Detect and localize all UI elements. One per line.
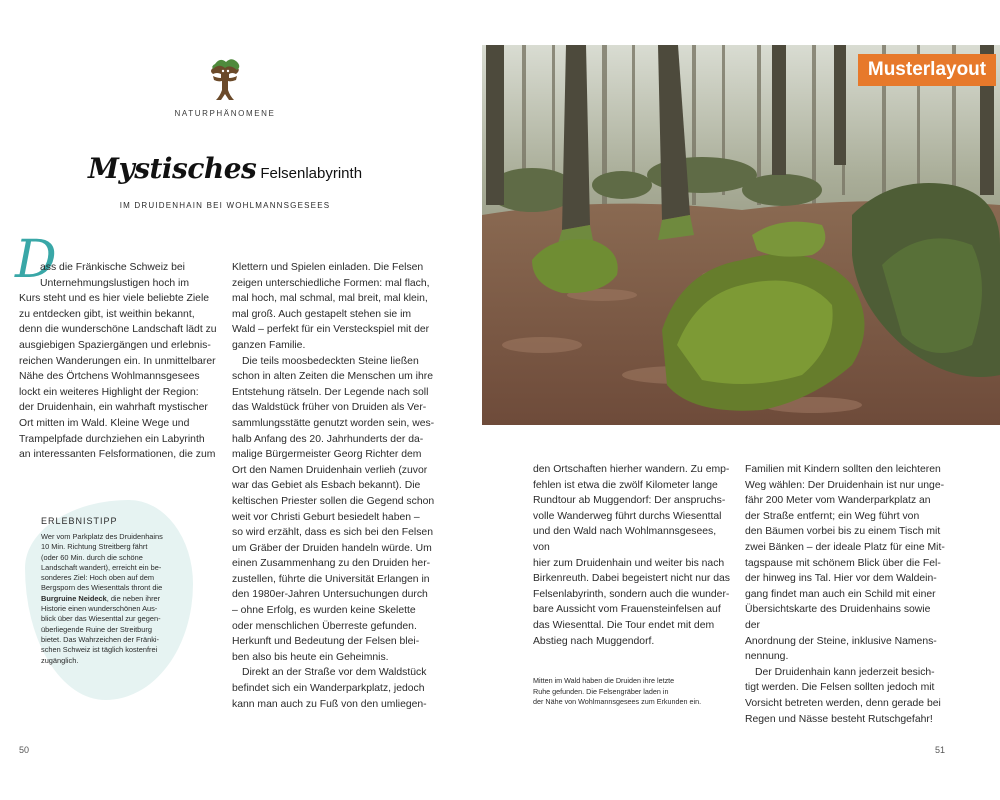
tip-line: Historie einen wunderschönen Aus- xyxy=(41,604,158,614)
tip-line: zugänglich. xyxy=(41,655,79,665)
text-line: Klettern und Spielen einladen. Die Felsen xyxy=(232,262,424,273)
text-line: gang findet man auch ein Schild mit einer xyxy=(745,588,936,600)
text-line: bare Aussicht vom Frauensteinfelsen auf xyxy=(533,604,721,616)
text-line: schon in alten Zeiten die Menschen um ihre xyxy=(232,371,433,383)
tree-druid-mascot-icon xyxy=(203,56,247,106)
text-line: mal groß. Auch gestapelt stehen sie im xyxy=(232,308,412,320)
text-line: ass die Fränkische Schweiz bei xyxy=(40,262,185,273)
text-column-1 xyxy=(19,260,219,463)
tip-line: schen Schweiz ist täglich kostenfrei xyxy=(41,645,158,655)
text-line: Nähe des Örtchens Wohlmannsgesees xyxy=(19,371,200,383)
text-line: zwei Bänken – der ideale Platz für eine Mit- xyxy=(745,541,945,553)
text-line: um Gräber der Druiden handeln würde. Um xyxy=(232,542,432,554)
text-line: zeigen unterschiedliche Formen: mal flach, xyxy=(232,277,430,289)
text-line: Direkt an der Straße vor dem Waldstück xyxy=(242,667,427,679)
text-line: Familien mit Kindern sollten den leichteren xyxy=(745,464,941,475)
tip-line: (oder 60 Min. durch die schöne xyxy=(41,552,143,562)
text-line: ganzen Familie. xyxy=(232,339,306,351)
text-line: Kurs steht und es hier viele beliebte Ziele xyxy=(19,293,210,305)
text-column-4 xyxy=(745,462,945,727)
tip-bold-place: Burgruine Neideck xyxy=(41,593,107,603)
text-line: nennung. xyxy=(745,651,789,663)
title-plain: Felsenlabyrinth xyxy=(260,165,363,182)
text-line: und den Wald nach Wohlmannsgesees, von xyxy=(533,526,717,553)
text-line: Der Druidenhain kann jederzeit besich- xyxy=(755,666,935,678)
text-line: einen Zusammenhang zu den Druiden her- xyxy=(232,558,431,570)
text-line: Herkunft und Bedeutung der Felsen blei- xyxy=(232,636,420,648)
text-line: der hinweg ins Tal. Hier vor dem Waldein- xyxy=(745,573,937,585)
forest-rocks-photo xyxy=(482,45,1000,425)
text-line: oder menschlichen Überreste gefunden. xyxy=(232,620,417,632)
text-line: ausgiebigen Spaziergängen und erlebnis- xyxy=(19,339,211,351)
text-line: so wird erzählt, dass es sich bei den Felsen xyxy=(232,527,433,539)
text-line: ben also bis heute ein Geheimnis. xyxy=(232,651,389,663)
text-line: Rundtour ab Muggendorf: Der anspruchs- xyxy=(533,495,726,507)
text-line: Die teils moosbedeckten Steine ließen xyxy=(242,355,419,367)
text-column-2 xyxy=(232,260,435,712)
tip-bold-suffix: , die neben ihrer xyxy=(106,593,161,603)
tip-line: sonderes Ziel: Hoch oben auf dem xyxy=(41,573,154,583)
drop-cap: D xyxy=(15,230,57,290)
text-line: malige Bürgermeister Georg Richter dem xyxy=(232,449,422,461)
text-line: mal hoch, mal schmal, mal breit, mal klein, xyxy=(232,293,428,305)
tip-line xyxy=(41,594,189,604)
text-line: den Ortschaften hierher wandern. Zu emp- xyxy=(533,464,730,475)
text-column-3 xyxy=(533,462,730,649)
forest-photo-illustration xyxy=(482,45,1000,425)
text-line: Unternehmungslustigen hoch im xyxy=(40,277,190,289)
text-line: kann man auch zu Fuß von den umliegen- xyxy=(232,698,427,710)
text-line: – ohne Erfolg, es wurden keine Skelette xyxy=(232,605,416,617)
text-line: den 1980er-Jahren Untersuchungen durch xyxy=(232,589,428,601)
tip-line: Landschaft wandert), erreicht ein be- xyxy=(41,562,162,572)
text-line: Felsenlabyrinth, sondern auch die wunder- xyxy=(533,588,730,600)
text-line: fehlen ist etwa die zwölf Kilometer lange xyxy=(533,479,718,491)
tip-text xyxy=(41,532,189,666)
text-line: zustellen, führte die Universität Erlangen in xyxy=(232,573,430,585)
text-line: sammlungsstätte genutzt worden sein, wes- xyxy=(232,417,435,429)
text-line: tagspause mit schönem Blick über die Fel- xyxy=(745,557,941,569)
photo-caption xyxy=(533,676,723,708)
text-line: an interessanten Felsformationen, die zum xyxy=(19,449,216,461)
text-line: Anordnung der Steine, inklusive Namens- xyxy=(745,635,937,647)
text-line: zu entdecken gibt, ist weithin bekannt, xyxy=(19,308,195,320)
text-line: den Bäumen vorbei bis zu einem Tisch mit xyxy=(745,526,941,538)
text-line: lockt ein weiteres Highlight der Region: xyxy=(19,386,199,398)
text-line: befindet sich ein Wanderparkplatz, jedoch xyxy=(232,683,425,695)
text-line: Trampelpfade durchziehen ein Labyrinth xyxy=(19,433,205,445)
text-line: Entstehung rätseln. Der Legende nach soll xyxy=(232,386,429,398)
caption-line: der Nähe von Wohlmannsgesees zum Erkunden ein. xyxy=(533,697,702,707)
text-line: keltischen Priester sollen die Gegend schon xyxy=(232,495,435,507)
text-line: das Wiesenttal. Die Tour endet mit dem xyxy=(533,619,715,631)
text-line: hier zum Druidenhain und weiter bis nach xyxy=(533,557,725,569)
sample-layout-badge: Musterlayout xyxy=(858,54,996,86)
text-line: Vorsicht betreten werden, denn gerade bei xyxy=(745,697,941,709)
text-line: volle Wanderweg führt durchs Wiesenttal xyxy=(533,510,722,522)
text-line: reichen Wanderungen ein. In unmittelbarer xyxy=(19,355,216,367)
text-line: Übersichtskarte des Druidenhains sowie der xyxy=(745,604,931,631)
text-line: fähr 200 Meter vom Wanderparkplatz an xyxy=(745,495,931,507)
text-line: der Druidenhain, ein wahrhaft mystischer xyxy=(19,402,208,414)
text-line: weit vor Christi Geburt besiedelt haben – xyxy=(232,511,420,523)
text-line: Wald – perfekt für ein Versteckspiel mit der xyxy=(232,324,430,336)
text-line: Birkenreuth. Dabei begeistert nicht nur das xyxy=(533,573,730,585)
caption-line: Ruhe gefunden. Die Felsengräber laden in xyxy=(533,686,669,696)
tip-line: Wer vom Parkplatz des Druidenhains xyxy=(41,532,163,541)
page-number-left: 50 xyxy=(19,745,30,755)
text-line: Weg wählen: Der Druidenhain ist nur unge- xyxy=(745,479,945,491)
tip-line: überliegende Ruine der Streitburg xyxy=(41,624,152,634)
tip-line: 10 Min. Richtung Streitberg fährt xyxy=(41,542,148,552)
caption-line: Mitten im Wald haben die Druiden ihre letzte xyxy=(533,676,675,685)
page-number-right: 51 xyxy=(935,745,946,755)
section-label: NATURPHÄNOMENE xyxy=(174,109,276,118)
tip-line: Bergsporn des Wiesenttals thront die xyxy=(41,583,163,593)
text-line: Ort den Namen Druidenhain verlieh (zuvor xyxy=(232,464,428,476)
page-title xyxy=(0,152,450,185)
text-line: halb Anfang des 20. Jahrhunderts der da- xyxy=(232,433,424,445)
text-line: Regen und Nässe besteht Rutschgefahr! xyxy=(745,713,933,725)
text-line: das Waldstück früher von Druiden als Ver- xyxy=(232,402,427,414)
tip-title: ERLEBNISTIPP xyxy=(41,516,118,526)
text-line: denn die wunderschöne Landschaft lädt zu xyxy=(19,324,217,336)
text-line: der Straße entfernt; ein Weg führt von xyxy=(745,510,920,522)
text-line: war das Gebiet als Esbach bekannt). Die xyxy=(232,480,421,492)
text-line: Ort mitten im Wald. Kleine Wege und xyxy=(19,417,190,429)
text-line: Abstieg nach Muggendorf. xyxy=(533,635,655,647)
text-line: tigt werden. Die Felsen sollten jedoch mit xyxy=(745,682,935,694)
tip-line: bietet. Das Wahrzeichen der Fränki- xyxy=(41,634,160,644)
page-subtitle: IM DRUIDENHAIN BEI WOHLMANNSGESEES xyxy=(119,201,331,210)
tip-line: blick über das Wiesenttal zur gegen- xyxy=(41,614,161,624)
title-script: Mystisches xyxy=(87,152,257,185)
